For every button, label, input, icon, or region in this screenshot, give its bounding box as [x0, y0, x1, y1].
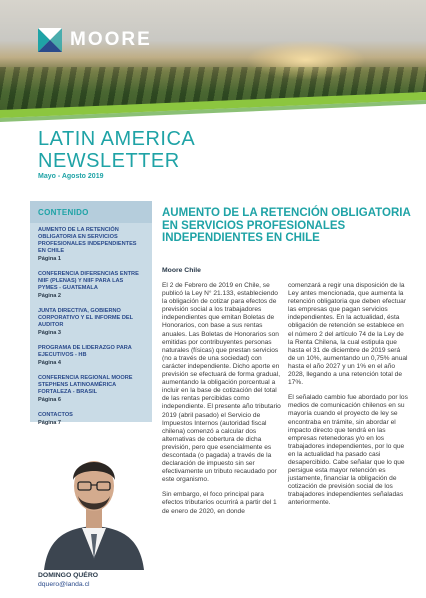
contents-item[interactable]: [38, 375, 144, 404]
newsletter-date: Mayo - Agosto 2019: [38, 173, 104, 180]
contents-item-title: CONFERENCIA REGIONAL MOORE STEPHENS LATINOAMÉRICA FORTALEZA - BRASIL: [38, 375, 133, 395]
article-author: Moore Chile: [162, 267, 201, 274]
contents-list: [30, 223, 152, 427]
article-paragraph: Sin embargo, el foco principal para efectos tributarios ocurrirá a partir del 1 de enero de 2020, en donde: [162, 491, 277, 515]
contents-item-page: Página 6: [38, 397, 62, 403]
moore-logo: [38, 28, 152, 52]
newsletter-title-line1: LATIN AMERICA: [38, 128, 196, 150]
decorative-green-band: [0, 92, 426, 122]
contact-email-link[interactable]: dquero@landa.cl: [38, 581, 90, 588]
moore-logo-mark-icon: [38, 28, 62, 52]
contact-name: DOMINGO QUÉRO: [38, 572, 99, 579]
contents-sidebar: [30, 201, 152, 426]
article-paragraph: El señalado cambio fue abordado por los medios de comunicación chilenos en su mayoría cuando el proyecto de ley se encontraba en trámite, sin abordar el impacto directo que tendrá en las empresas retenedoras y/o en los trabajadores independientes, por lo que en la actualidad ha pasado casi desapercibido. Cabe señalar que lo que persigue esta mayor retención es justamente, financiar la obligación de cotización de previsión social de los trabajadores independientes señaladas anteriormente.: [288, 394, 408, 507]
article-column-1: [162, 282, 282, 523]
contents-item[interactable]: [38, 412, 144, 427]
contents-item-page: Página 4: [38, 360, 62, 366]
contents-item-title: CONFERENCIA DIFERENCIAS ENTRE NIIF (PLENAS) Y NIIF PARA LAS PYMES - GUATEMALA: [38, 271, 139, 291]
contents-item-title: AUMENTO DE LA RETENCIÓN OBLIGATORIA EN SERVICIOS PROFESIONALES INDEPENDIENTES EN CHILE: [38, 227, 137, 254]
newsletter-title: [38, 128, 195, 172]
article-paragraph: comenzará a regir una disposición de la Ley antes mencionada, que aumenta la retención obligatoria que deben efectuar las empresas que pagan servicios independientes. En la actualidad, ésta obligación de retención se establece en el número 2 del artículo 74 de la Ley de la Renta Chilena, la cual estipula que hasta el 31 de diciembre de 2019 será de un 10%, aumentando un 0,75% anual hasta el año 2027 y un 1% en el año 2028, llegando a una retención total de 17%.: [288, 282, 408, 387]
contents-item[interactable]: [38, 227, 144, 263]
brand-name: MOORE: [70, 29, 152, 50]
contact-portrait: [38, 434, 150, 570]
contents-item-page: Página 3: [38, 330, 62, 336]
contents-item[interactable]: [38, 308, 144, 337]
contents-item[interactable]: [38, 345, 144, 367]
contents-item-page: Página 2: [38, 293, 62, 299]
contents-heading: CONTENIDO: [30, 201, 152, 223]
contents-item-title: JUNTA DIRECTIVA, GOBIERNO CORPORATIVO Y EL INFORME DEL AUDITOR: [38, 308, 133, 328]
contents-item-page: Página 7: [38, 420, 62, 426]
contents-item[interactable]: [38, 271, 144, 300]
article-headline: AUMENTO DE LA RETENCIÓN OBLIGATORIA EN SERVICIOS PROFESIONALES INDEPENDIENTES EN CHILE: [162, 207, 411, 244]
article-column-2: [288, 282, 408, 515]
article-paragraph: El 2 de Febrero de 2019 en Chile, se publicó la Ley N° 21.133, estableciendo la obligación de cotizar para efectos de previsión social a los trabajadores independientes que emitan Boletas de Honorarios, con base a sus rentas anuales. Las Boletas de Honorarios son emitidas por contribuyentes personas naturales (físicas) que prestan servicios (no a través de una sociedad) con carácter independiente. Dicho aporte en previsión se efectuará de forma gradual, aumentando la obligación porcentual a incluir en la base de cotización del total de las rentas percibidas como independiente. El presente año tributario 2019 (abril pasado) el Servicio de Impuestos Internos (autoridad fiscal chilena) comenzó a calcular dos alternativas de cobertura de dicha previsión, pero que esencialmente es descontada (o pagada) a través de la declaración de impuesto sin ser efectivamente un tributo recaudado por este organismo.: [162, 282, 281, 484]
newsletter-title-line2: NEWSLETTER: [38, 150, 180, 172]
contents-item-title: CONTACTOS: [38, 412, 73, 418]
contents-item-page: Página 1: [38, 256, 62, 262]
contents-item-title: PROGRAMA DE LIDERAZGO PARA EJECUTIVOS - HB: [38, 345, 132, 358]
